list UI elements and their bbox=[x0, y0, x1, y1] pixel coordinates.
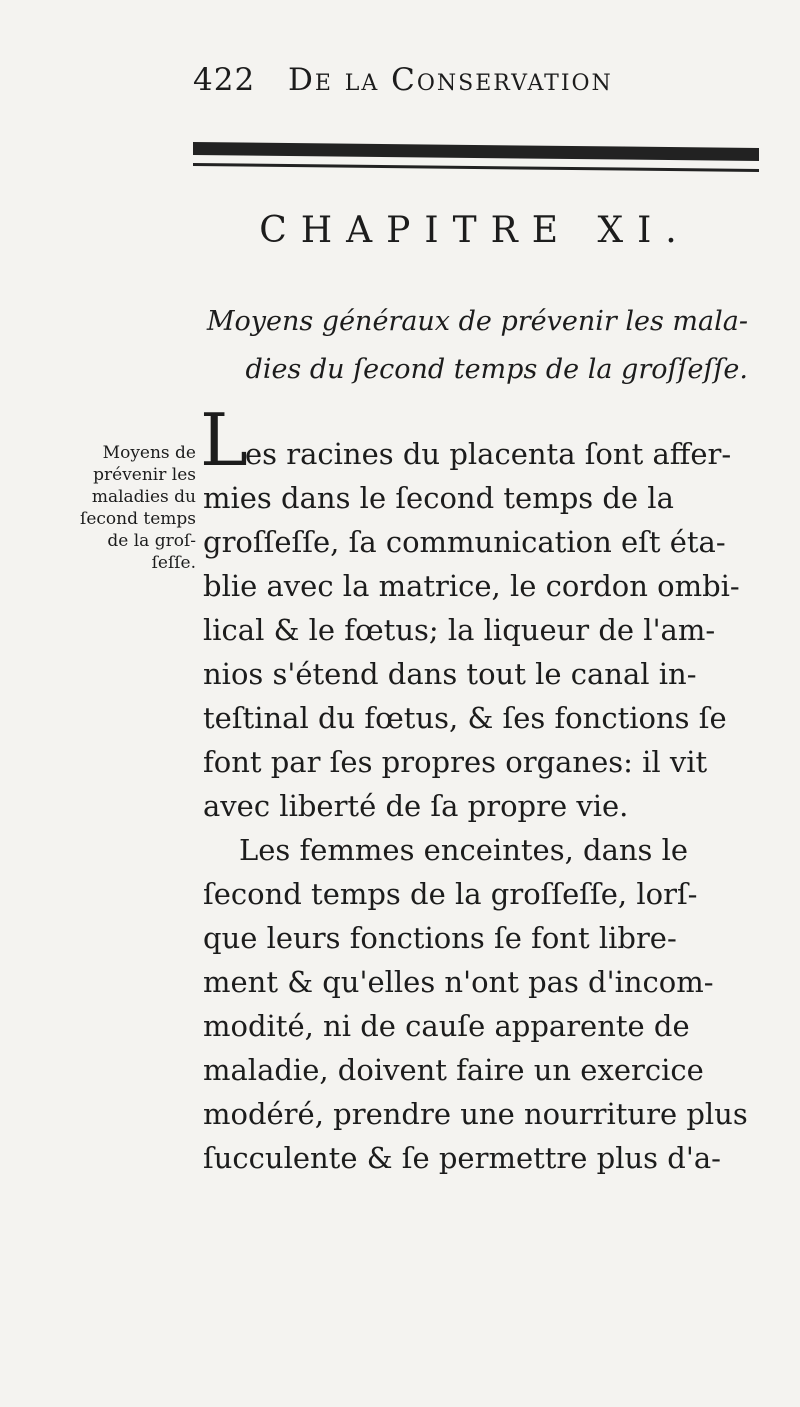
text-line: ſecond temps de la groſſeſſe, lorſ- bbox=[203, 877, 698, 911]
margin-note-line: ſeſſe. bbox=[151, 553, 196, 573]
text-line: modité, ni de cauſe apparente de bbox=[203, 1009, 690, 1043]
text-line: avec liberté de ſa propre vie. bbox=[203, 789, 629, 823]
text-line: teſtinal du fœtus, & ſes fonctions ſe bbox=[203, 701, 727, 735]
chapter-heading: CHAPITRE XI. bbox=[259, 210, 691, 251]
margin-note-line: maladies du bbox=[91, 487, 196, 507]
margin-note-line: prévenir les bbox=[93, 465, 196, 485]
header-rule-thick bbox=[193, 142, 759, 161]
running-header bbox=[193, 62, 673, 112]
text-line: mies dans le ſecond temps de la bbox=[203, 481, 674, 515]
text-line: modéré, prendre une nourriture plus bbox=[203, 1097, 748, 1131]
text-line: lical & le fœtus; la liqueur de l'am- bbox=[203, 613, 716, 647]
text-line: que leurs fonctions ſe font libre- bbox=[203, 921, 677, 955]
text-line: es racines du placenta ſont affer- bbox=[245, 437, 732, 471]
body-text bbox=[203, 432, 753, 1180]
text-line: maladie, doivent faire un exercice bbox=[203, 1053, 704, 1087]
margin-note bbox=[46, 442, 196, 574]
margin-note-line: de la groſ- bbox=[107, 531, 196, 551]
page-number: 422 bbox=[193, 62, 256, 98]
subtitle-line: dies du ſecond temps de la groſſeſſe. bbox=[245, 354, 748, 385]
margin-note-line: Moyens de bbox=[102, 443, 196, 463]
text-line: ſucculente & ſe permettre plus d'a- bbox=[203, 1141, 721, 1175]
margin-note-line: ſecond temps bbox=[80, 509, 196, 529]
text-line: Les femmes enceintes, dans le bbox=[239, 833, 689, 867]
subtitle-line: Moyens généraux de prévenir les mala- bbox=[206, 306, 748, 337]
header-rule-thin bbox=[193, 163, 759, 172]
running-title: De la Conservation bbox=[288, 62, 613, 98]
text-line: groſſeſſe, ſa communication eſt éta- bbox=[203, 525, 726, 559]
text-line: font par ſes propres organes: il vit bbox=[203, 745, 708, 779]
chapter-subtitle bbox=[200, 298, 748, 394]
drop-cap: L bbox=[200, 398, 248, 482]
text-line: ment & qu'elles n'ont pas d'incom- bbox=[203, 965, 714, 999]
text-line: blie avec la matrice, le cordon ombi- bbox=[203, 569, 740, 603]
text-line: nios s'étend dans tout le canal in- bbox=[203, 657, 697, 691]
